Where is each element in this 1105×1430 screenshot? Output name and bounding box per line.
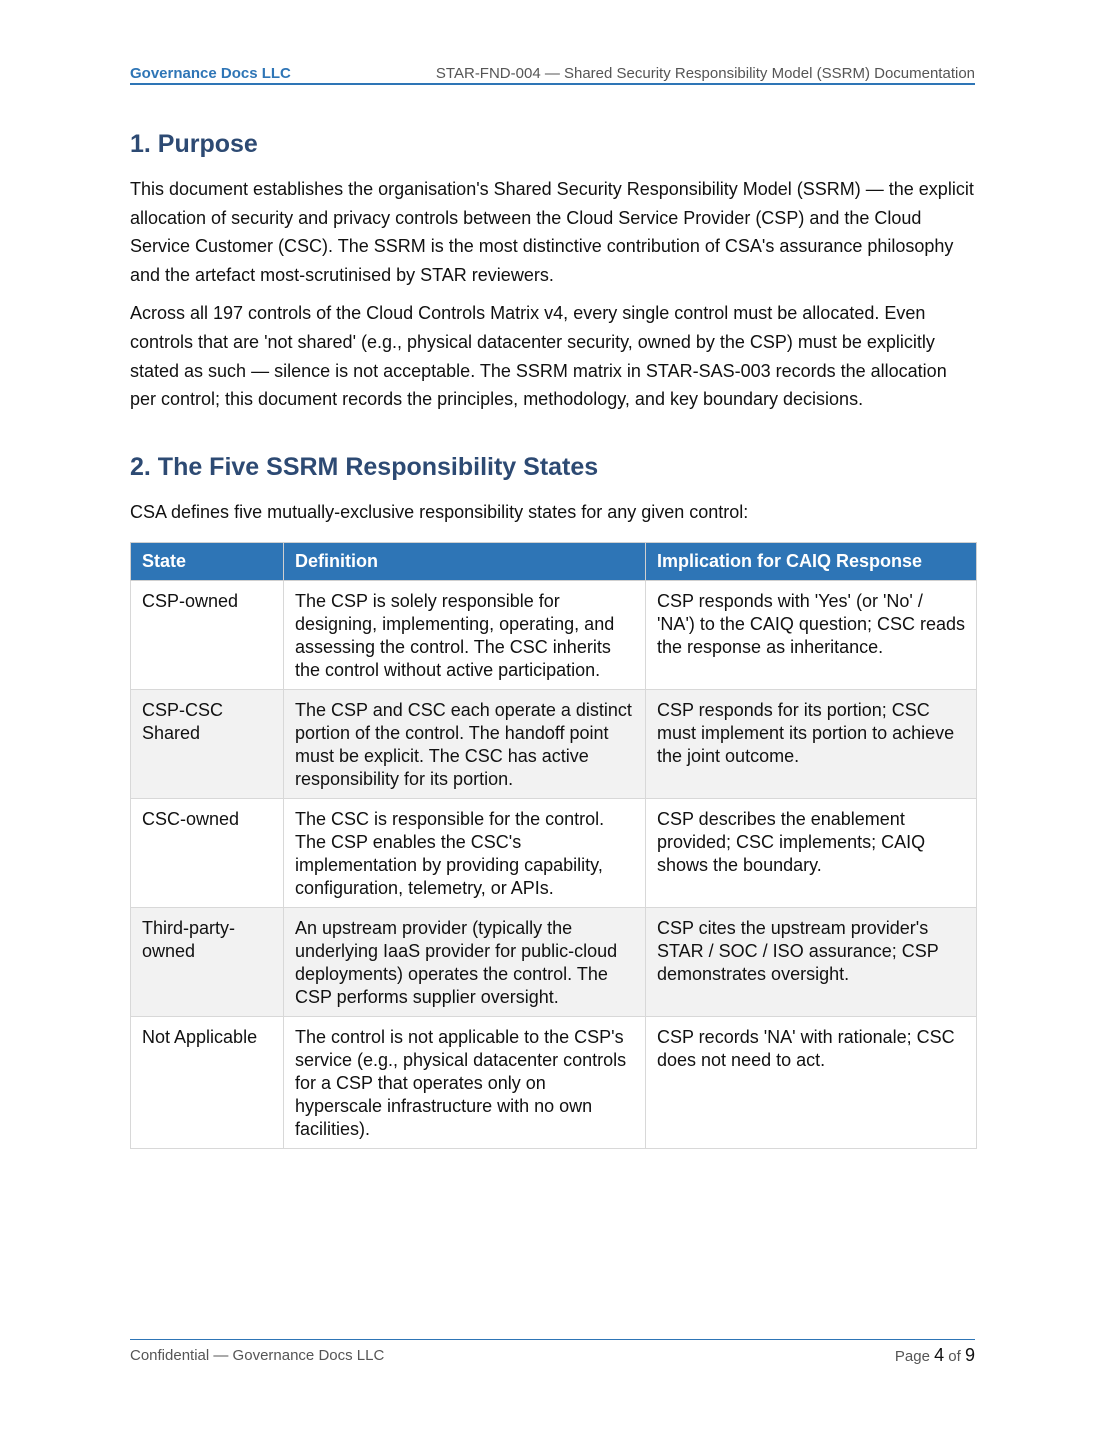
- table-header-row: [131, 543, 977, 581]
- cell-implication: CSP responds for its portion; CSC must implement its portion to achieve the joint outcome.: [646, 690, 977, 799]
- page-footer: [130, 1339, 975, 1369]
- cell-state: Not Applicable: [131, 1017, 284, 1149]
- table-row: [131, 799, 977, 908]
- cell-definition: The CSP is solely responsible for designing, implementing, operating, and assessing the control. The CSC inherits the control without active participation.: [284, 581, 646, 690]
- page-number: [895, 1345, 975, 1366]
- page-current: 4: [934, 1345, 945, 1365]
- cell-definition: The CSC is responsible for the control. The CSP enables the CSC's implementation by providing capability, configuration, telemetry, or APIs.: [284, 799, 646, 908]
- page-label: Page: [894, 1348, 930, 1365]
- section-2-intro: CSA defines five mutually-exclusive responsibility states for any given control:: [130, 501, 749, 522]
- cell-state: CSP-owned: [131, 581, 284, 690]
- section-1-paragraph: This document establishes the organisation's Shared Security Responsibility Model (SSRM) — the explicit allocation of security and privacy controls between the Cloud Service Provider (CSP) and the Cloud Service Customer (CSC). The SSRM is the most distinctive contribution of CSA's assurance philosophy and the artefact most-scrutinised by STAR reviewers.: [130, 179, 974, 285]
- cell-implication: CSP describes the enablement provided; CSC implements; CAIQ shows the boundary.: [646, 799, 977, 908]
- cell-implication: CSP cites the upstream provider's STAR / SOC / ISO assurance; CSP demonstrates oversight.: [646, 908, 977, 1017]
- cell-state: CSC-owned: [131, 799, 284, 908]
- responsibility-states-table: [130, 542, 977, 1149]
- cell-implication: CSP records 'NA' with rationale; CSC does not need to act.: [646, 1017, 977, 1149]
- section-2-heading: 2. The Five SSRM Responsibility States: [130, 452, 599, 481]
- table-row: [131, 1017, 977, 1149]
- table-row: [131, 908, 977, 1017]
- header-doc-ref: STAR-FND-004 — Shared Security Responsibility Model (SSRM) Documentation: [435, 65, 975, 82]
- page-header: [130, 63, 975, 85]
- section-1-paragraph: Across all 197 controls of the Cloud Controls Matrix v4, every single control must be allocated. Even controls that are 'not shared' (e.g., physical datacenter security, owned by the CSP) must be explicitly stated as such — silence is not acceptable. The SSRM matrix in STAR-SAS-003 records the allocation per control; this document records the principles, methodology, and key boundary decisions.: [130, 303, 947, 410]
- cell-definition: The control is not applicable to the CSP's service (e.g., physical datacenter controls for a CSP that operates only on hyperscale infrastructure with no own facilities).: [284, 1017, 646, 1149]
- column-header-implication: Implication for CAIQ Response: [646, 543, 977, 581]
- page-total: 9: [964, 1345, 975, 1365]
- section-1-heading: 1. Purpose: [130, 130, 258, 158]
- cell-state: Third-party-owned: [131, 908, 284, 1017]
- cell-implication: CSP responds with 'Yes' (or 'No' / 'NA') to the CAIQ question; CSC reads the response as inheritance.: [646, 581, 977, 690]
- table-row: [131, 690, 977, 799]
- footer-confidential: Confidential — Governance Docs LLC: [130, 1347, 385, 1364]
- cell-definition: An upstream provider (typically the underlying IaaS provider for public-cloud deployments) operates the control. The CSP performs supplier oversight.: [284, 908, 646, 1017]
- column-header-state: State: [131, 543, 284, 581]
- column-header-definition: Definition: [284, 543, 646, 581]
- cell-state: CSP-CSC Shared: [131, 690, 284, 799]
- document-body: [130, 127, 975, 1149]
- cell-definition: The CSP and CSC each operate a distinct portion of the control. The handoff point must be explicit. The CSC has active responsibility for its portion.: [284, 690, 646, 799]
- header-company: Governance Docs LLC: [130, 65, 291, 82]
- page-of-label: of: [948, 1348, 961, 1365]
- table-row: [131, 581, 977, 690]
